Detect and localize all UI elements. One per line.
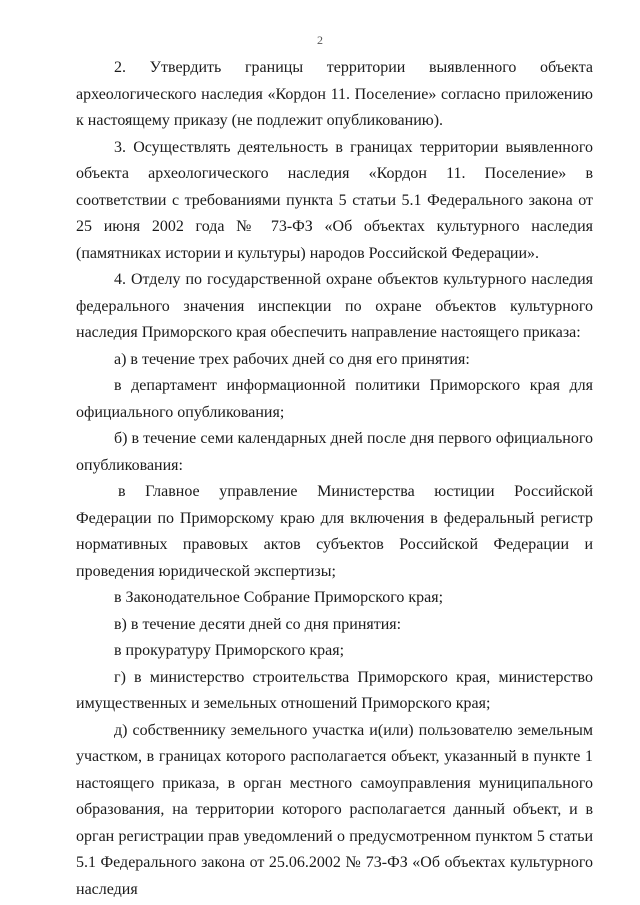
document-body (76, 55, 593, 903)
recipient-ministry-of-justice: в Главное управление Министерства юстиции Российской Федерации по Приморскому краю для включения в федеральный регистр нормативных правовых актов субъектов Российской Федерации и проведения юридической экспертизы; (76, 483, 593, 580)
recipient-info-policy-department: в департамент информационной политики Приморского края для официального опубликования; (76, 377, 593, 421)
paragraph-item-4: 4. Отделу по государственной охране объектов культурного наследия федерального значения инспекции по охране объектов культурного наследия Приморского края обеспечить направление настоящего приказа: (76, 271, 593, 341)
subparagraph-d: д) собственнику земельного участка и(или) пользователю земельным участком, в границах которого располагается объект, указанный в пункте 1 настоящего приказа, в орган местного самоуправления муниципального образования, на территории которого располагается данный объект, и в орган регистрации прав уведомлений о предусмотренном пунктом 5 статьи 5.1 Федерального закона от 25.06.2002 № 73-ФЗ «Об объектах культурного наследия (76, 721, 593, 898)
recipient-legislative-assembly: в Законодательное Собрание Приморского края; (114, 589, 444, 606)
page-number: 2 (317, 33, 323, 47)
recipient-prosecutor: в прокуратуру Приморского края; (114, 642, 345, 659)
subparagraph-b: б) в течение семи календарных дней после дня первого официального опубликования: (76, 430, 593, 474)
paragraph-item-2: 2. Утвердить границы территории выявленного объекта археологического наследия «Кордон 11. Поселение» согласно приложению к настоящему приказу (не подлежит опубликованию). (76, 59, 593, 129)
paragraph-item-3: 3. Осуществлять деятельность в границах территории выявленного объекта археологического наследия «Кордон 11. Поселение» в соответствии с требованиями пункта 5 статьи 5.1 Федерального закона от 25 июня 2002 года № 73-ФЗ «Об объектах культурного наследия (памятниках истории и культуры) народов Российской Федерации». (76, 138, 593, 262)
subparagraph-v: в) в течение десяти дней со дня принятия: (114, 615, 402, 633)
subparagraph-g: г) в министерство строительства Приморского края, министерство имущественных и земельных отношений Приморского края; (76, 668, 593, 712)
subparagraph-a: а) в течение трех рабочих дней со дня его принятия: (114, 350, 470, 368)
